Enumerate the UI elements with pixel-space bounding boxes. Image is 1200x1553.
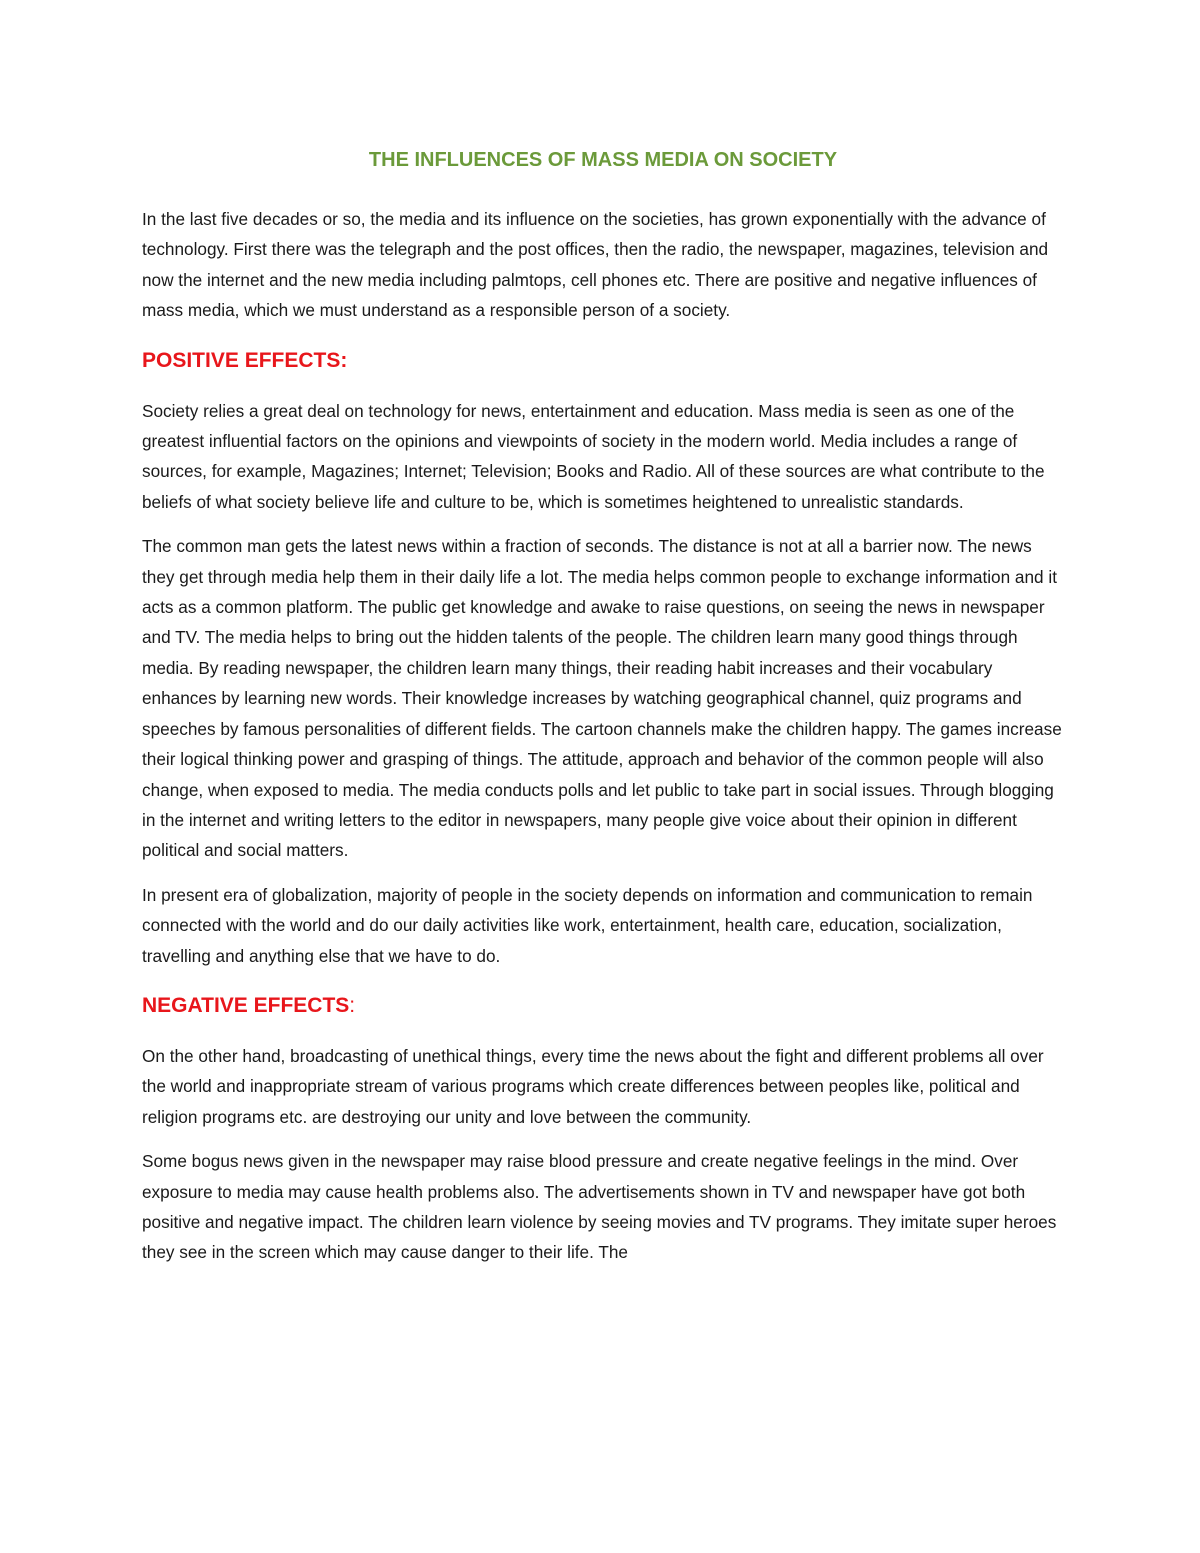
positive-paragraph-1: Society relies a great deal on technology for news, entertainment and education. Mass media is seen as one of the greatest influential factors on the opinions and viewpoints of society in the modern world. Media includes a range of sources, for example, Magazines; Internet; Television; Books and Radio. All of these sources are what contribute to the beliefs of what society believe life and culture to be, which is sometimes heightened to unrealistic standards. — [142, 400, 1045, 512]
positive-paragraph-2: The common man gets the latest news within a fraction of seconds. The distance is not at all a barrier now. The news they get through media help them in their daily life a lot. The media helps common people to exchange information and it acts as a common platform. The public get knowledge and awake to raise questions, on seeing the news in newspaper and TV. The media helps to bring out the hidden talents of the people. The children learn many good things through media. By reading newspaper, the children learn many things, their reading habit increases and their vocabulary enhances by learning new words. Their knowledge increases by watching geographical channel, quiz programs and speeches by famous personalities of different fields. The cartoon channels make the children happy. The games increase their logical thinking power and grasping of things. The attitude, approach and behavior of the common people will also change, when exposed to media. The media conducts polls and let public to take part in social issues. Through blogging in the internet and writing letters to the editor in newspapers, many people give voice about their opinion in different political and social matters. — [142, 536, 1062, 861]
document-title: THE INFLUENCES OF MASS MEDIA ON SOCIETY — [368, 149, 838, 171]
negative-effects-heading-colon: : — [349, 993, 356, 1017]
positive-effects-heading: POSITIVE EFFECTS: — [142, 348, 348, 372]
negative-effects-heading — [142, 991, 1064, 1021]
intro-paragraph: In the last five decades or so, the media and its influence on the societies, has grown exponentially with the advance of technology. First there was the telegraph and the post offices, then the radio, the newspaper, magazines, television and now the internet and the new media including palmtops, cell phones etc. There are positive and negative influences of mass media, which we must understand as a responsible person of a society. — [142, 209, 1049, 321]
negative-paragraph-1: On the other hand, broadcasting of unethical things, every time the news about the fight and different problems all over the world and inappropriate stream of various programs which create differences between peoples like, political and religion programs etc. are destroying our unity and love between the community. — [142, 1045, 1044, 1127]
negative-paragraph-2: Some bogus news given in the newspaper may raise blood pressure and create negative feelings in the mind. Over exposure to media may cause health problems also. The advertisements shown in TV and newspaper have got both positive and negative impact. The children learn violence by seeing movies and TV programs. They imitate super heroes they see in the screen which may cause danger to their life. The — [142, 1151, 1057, 1263]
positive-paragraph-3: In present era of globalization, majority of people in the society depends on information and communication to remain connected with the world and do our daily activities like work, entertainment, health care, education, socialization, travelling and anything else that we have to do. — [142, 884, 1033, 966]
document-page — [142, 146, 1064, 1282]
negative-effects-heading-text: NEGATIVE EFFECTS — [142, 993, 350, 1017]
